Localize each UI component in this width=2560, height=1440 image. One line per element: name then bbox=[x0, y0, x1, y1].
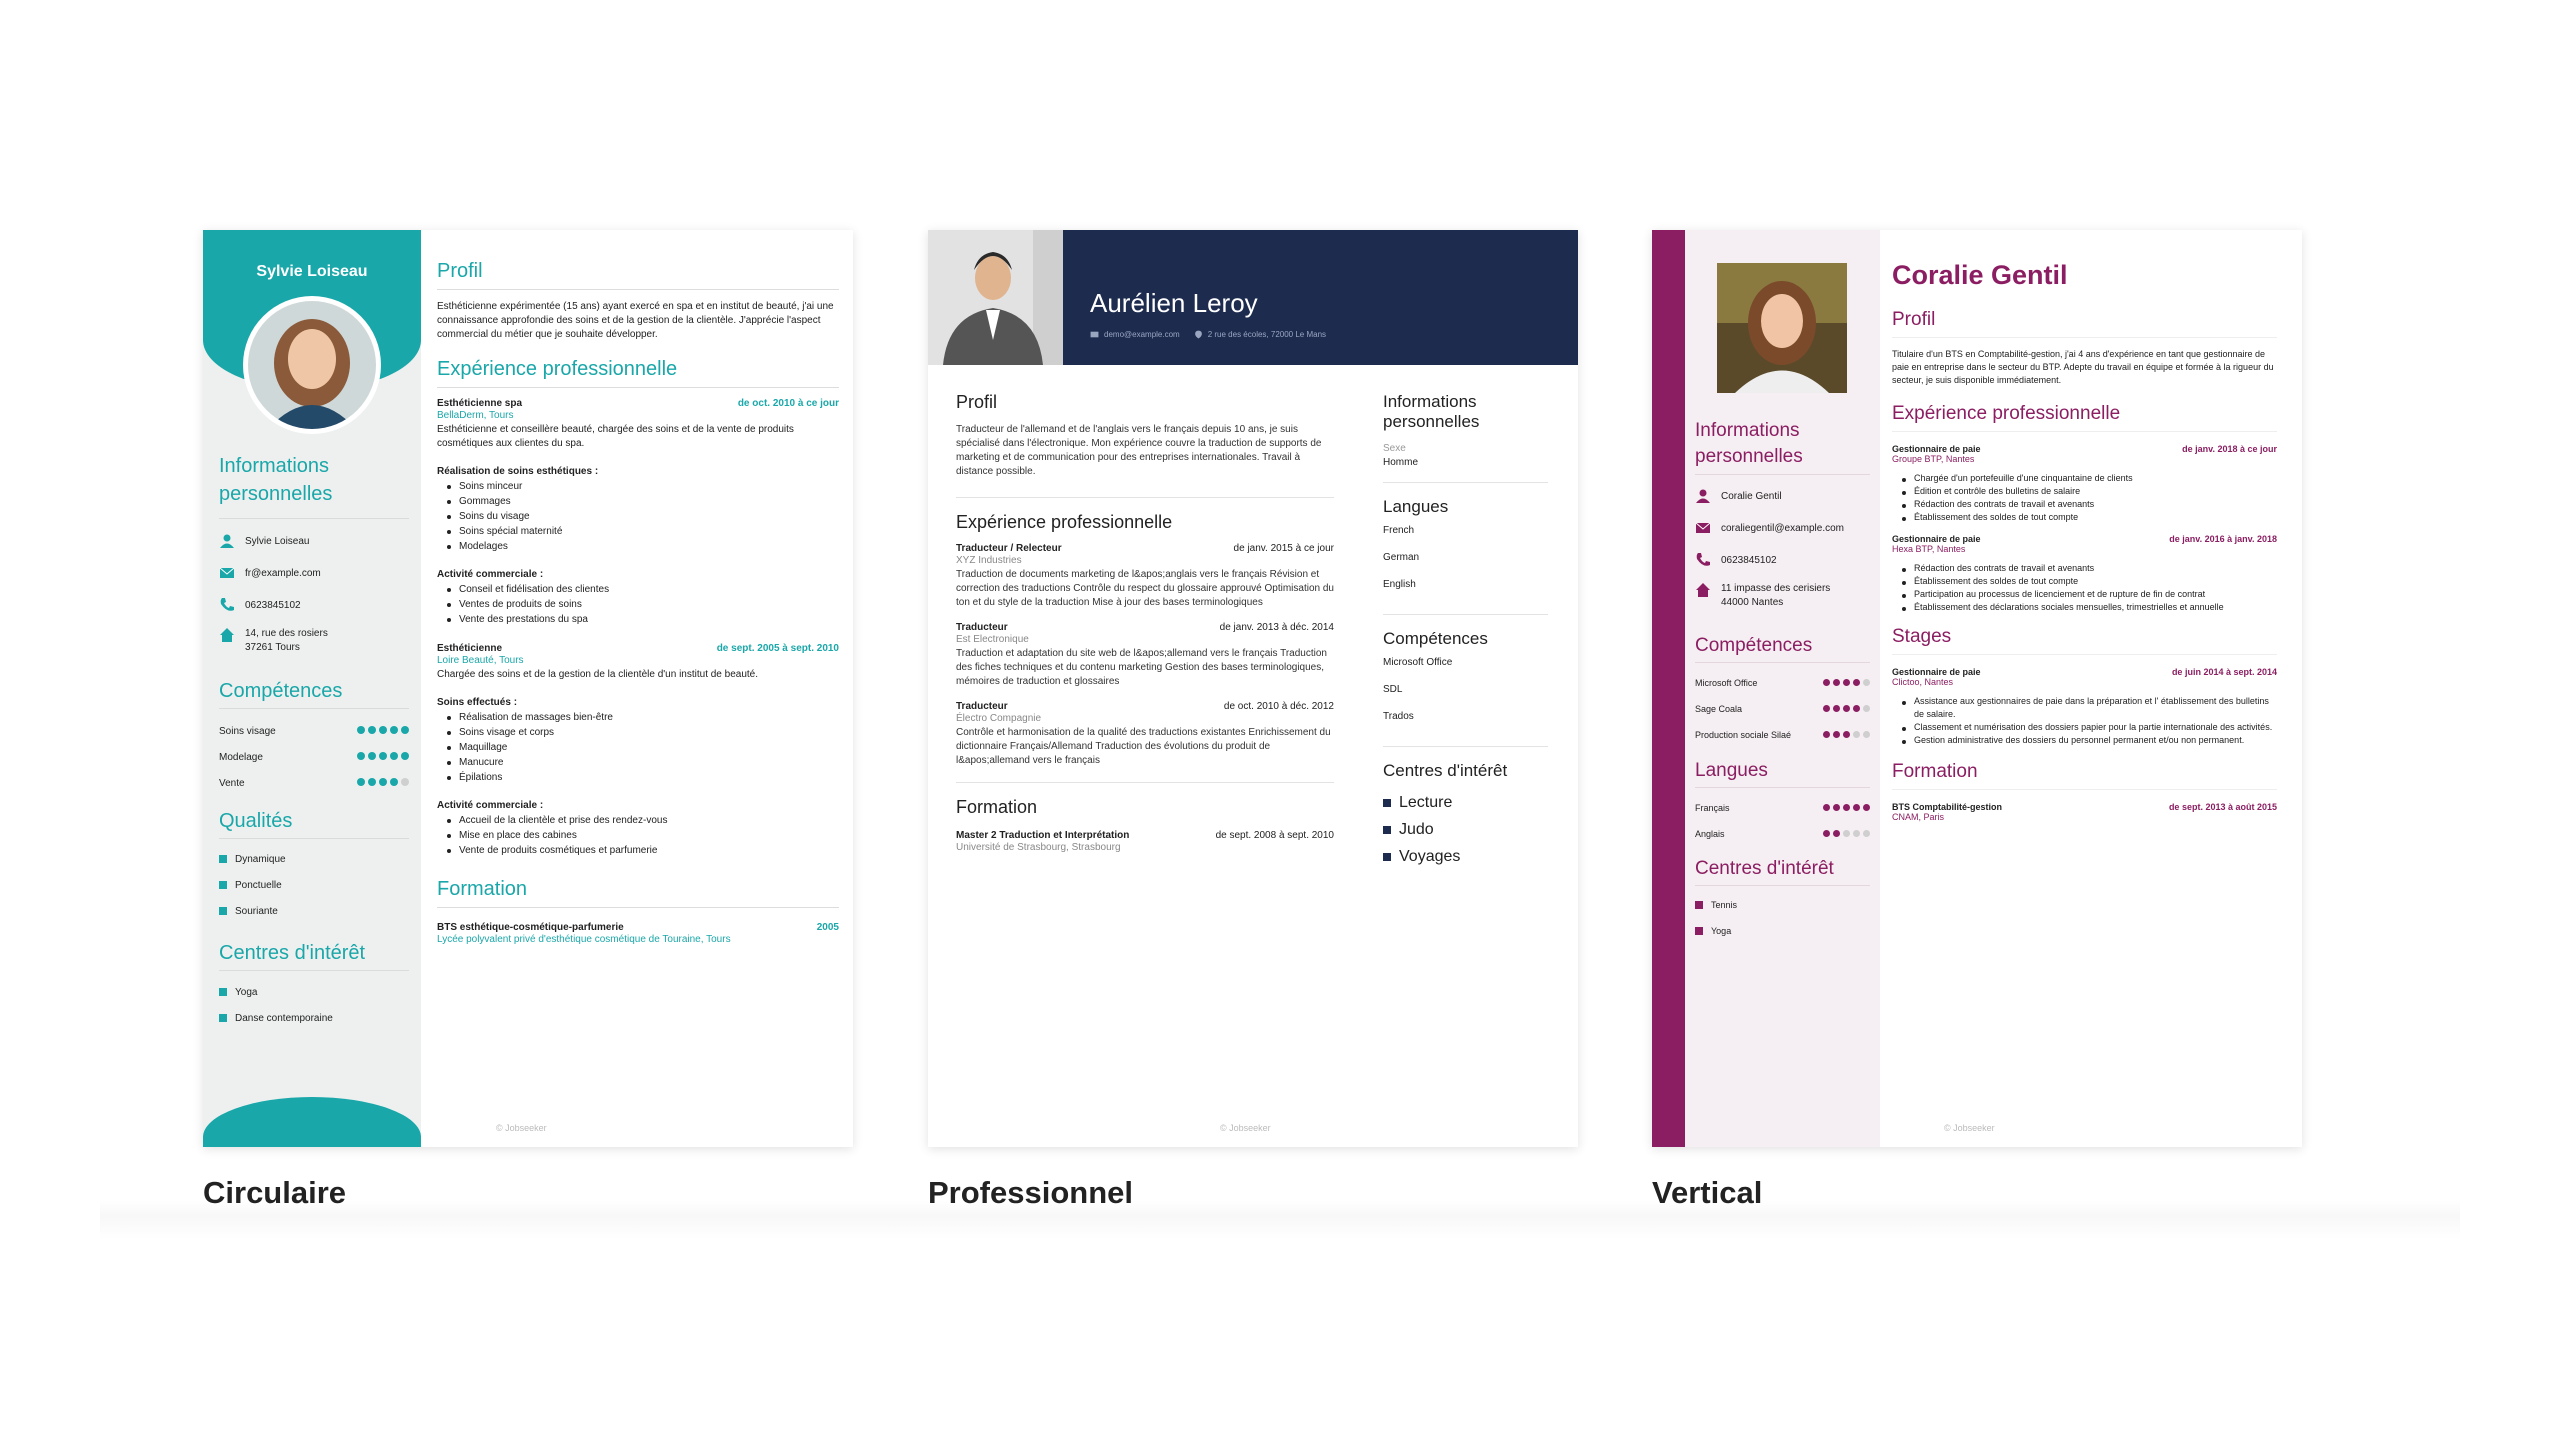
skill-level-dot bbox=[1823, 804, 1830, 811]
job-bullets bbox=[437, 813, 839, 858]
skill-level-dot bbox=[379, 752, 387, 760]
skill-level-dot bbox=[1853, 731, 1860, 738]
list-item: French bbox=[1383, 525, 1415, 536]
list-item bbox=[1383, 789, 1548, 816]
skill-level-dot bbox=[1853, 830, 1860, 837]
job-date: de oct. 2010 à déc. 2012 bbox=[1223, 701, 1334, 712]
header-contacts bbox=[1090, 330, 1326, 339]
job-bullets bbox=[1892, 695, 2277, 747]
square-bullet-icon bbox=[1695, 901, 1703, 909]
experience-heading: Expérience professionnelle bbox=[437, 358, 678, 380]
divider bbox=[437, 907, 839, 908]
list-item bbox=[219, 979, 333, 1005]
bullet-item: Vente des prestations du spa bbox=[437, 612, 839, 627]
skill-level bbox=[354, 726, 409, 737]
divider bbox=[1695, 662, 1870, 663]
personal-info-heading: Informations personnelles bbox=[1383, 392, 1480, 431]
skill-row bbox=[219, 770, 409, 796]
skill-level-dot bbox=[368, 778, 376, 786]
skill-level bbox=[1820, 704, 1870, 714]
skill-level-dot bbox=[1863, 705, 1870, 712]
skills-list bbox=[219, 718, 409, 796]
contact-name-text: Coralie Gentil bbox=[1721, 490, 1782, 502]
divider bbox=[1695, 787, 1870, 788]
divider bbox=[956, 497, 1334, 498]
job-desc: Traduction et adaptation du site web de l&apos;allemand vers le français Traduction des fiches techniques et du contenu marketing Gestion des bases terminologiques, mémoires de traduction et glossaires bbox=[956, 648, 1327, 687]
skill-level-dot bbox=[379, 726, 387, 734]
interests-heading: Centres d'intérêt bbox=[1383, 761, 1508, 780]
interests-list bbox=[1383, 789, 1548, 870]
skill-level-dot bbox=[1823, 830, 1830, 837]
bullet-item: Gestion administrative des dossiers du personnel permanent et/ou non permanent. bbox=[1892, 734, 2277, 747]
job-bullets bbox=[437, 710, 839, 785]
skill-level bbox=[354, 752, 409, 763]
profile-heading: Profil bbox=[956, 392, 998, 412]
job-date: de juin 2014 à sept. 2014 bbox=[2171, 667, 2277, 677]
square-bullet-icon bbox=[1695, 927, 1703, 935]
skill-level-dot bbox=[1833, 731, 1840, 738]
bullet-item: Soins visage et corps bbox=[437, 725, 839, 740]
internship-item bbox=[1892, 667, 2277, 747]
bullet-item: Accueil de la clientèle et prise des rendez-vous bbox=[437, 813, 839, 828]
bullet-item: Participation au processus de licenciement et de rupture de fin de contrat bbox=[1892, 588, 2277, 601]
job-bullets bbox=[1892, 562, 2277, 614]
square-bullet-icon bbox=[219, 855, 227, 863]
user-icon bbox=[1695, 488, 1711, 504]
education-heading: Formation bbox=[1892, 761, 1978, 782]
skill-level-dot bbox=[401, 778, 409, 786]
skill-name: Vente bbox=[219, 777, 245, 789]
bullet-item: Rédaction des contrats de travail et avenants bbox=[1892, 498, 2277, 511]
skill-level-dot bbox=[1853, 804, 1860, 811]
edu-title: BTS esthétique-cosmétique-parfumerie bbox=[437, 922, 624, 933]
job-org: Hexa BTP, Nantes bbox=[1892, 544, 1966, 554]
divider bbox=[1892, 789, 2277, 790]
template-caption[interactable]: Professionnel bbox=[928, 1175, 1133, 1210]
list-item: English bbox=[1383, 579, 1416, 590]
watermark: © Jobseeker bbox=[1944, 1123, 1995, 1133]
job-date: de janv. 2013 à déc. 2014 bbox=[1219, 622, 1334, 633]
sex-value: Homme bbox=[1383, 457, 1419, 468]
job-bullets bbox=[437, 479, 839, 554]
list-item bbox=[219, 1005, 333, 1031]
skill-row bbox=[1695, 722, 1870, 748]
experience-item bbox=[1892, 534, 2277, 614]
main-column bbox=[956, 392, 1334, 855]
interests-heading: Centres d'intérêt bbox=[1695, 858, 1834, 879]
profile-text: Titulaire d'un BTS en Comptabilité-gestion, j'ai 4 ans d'expérience en tant que gestionnaire de paie en entreprise dans le secteur du BTP. Adepte du travail en équipe et formée à la rigueur du secteur, je suis disponible immédiatement. bbox=[1892, 349, 2274, 385]
skill-level-dot bbox=[390, 778, 398, 786]
skill-level-dot bbox=[1833, 804, 1840, 811]
divider bbox=[437, 289, 839, 290]
skill-level-dot bbox=[357, 778, 365, 786]
job-org: BellaDerm, Tours bbox=[437, 410, 514, 421]
skills-heading: Compétences bbox=[1695, 635, 1813, 656]
job-title: Traducteur bbox=[956, 622, 1008, 633]
list-item-label: Souriante bbox=[235, 905, 278, 917]
template-card-circulaire[interactable] bbox=[203, 230, 853, 1147]
list-item-label: Yoga bbox=[1711, 926, 1732, 936]
skill-name: Français bbox=[1695, 803, 1730, 813]
skill-level-dot bbox=[1843, 679, 1850, 686]
job-group-title: Soins effectués : bbox=[437, 697, 518, 708]
divider bbox=[219, 518, 409, 519]
contact-address bbox=[1695, 576, 1875, 616]
profile-heading: Profil bbox=[1892, 309, 1936, 330]
qualities-heading: Qualités bbox=[219, 810, 293, 832]
job-desc: Contrôle et harmonisation de la qualité des traductions existantes Enrichissement du dictionnaire Français/Allemand Traduction des évolutions du produit de l&apos;allemand vers le français bbox=[956, 727, 1331, 766]
template-caption[interactable]: Vertical bbox=[1652, 1175, 1763, 1210]
qualities-list bbox=[219, 846, 286, 924]
square-bullet-icon bbox=[1383, 826, 1391, 834]
list-item-label: Tennis bbox=[1711, 900, 1738, 910]
header-address: 2 rue des écoles, 72000 Le Mans bbox=[1207, 330, 1327, 339]
bullet-item: Soins du visage bbox=[437, 509, 839, 524]
job-desc: Esthéticienne et conseillère beauté, chargée des soins et de la vente de produits cosmétiques aux clientes du spa. bbox=[437, 424, 794, 449]
job-date: de janv. 2016 à janv. 2018 bbox=[2169, 534, 2277, 544]
job-desc: Chargée des soins et de la gestion de la clientèle d'un institut de beauté. bbox=[437, 669, 759, 680]
bullet-item: Modelages bbox=[437, 539, 839, 554]
skills-list bbox=[1383, 657, 1548, 738]
contact-list bbox=[1695, 480, 1875, 616]
divider bbox=[437, 387, 839, 388]
edu-org: CNAM, Paris bbox=[1892, 812, 1945, 822]
skill-level-dot bbox=[1823, 679, 1830, 686]
profile-text: Traducteur de l'allemand et de l'anglais vers le français depuis 10 ans, je suis spécialisé dans l'électronique. Mon expérience couvre la traduction de supports de marketing et de communication pour des entreprises internationales. Travail à distance possible. bbox=[956, 424, 1322, 477]
job-org: Électro Compagnie bbox=[956, 713, 1042, 724]
skill-level-dot bbox=[368, 752, 376, 760]
list-item bbox=[1383, 816, 1548, 843]
mail-icon bbox=[1090, 330, 1099, 339]
divider bbox=[956, 782, 1334, 783]
skill-level-dot bbox=[368, 726, 376, 734]
square-bullet-icon bbox=[219, 1014, 227, 1022]
home-icon bbox=[1695, 582, 1711, 598]
square-bullet-icon bbox=[219, 907, 227, 915]
skill-name: Modelage bbox=[219, 751, 263, 763]
square-bullet-icon bbox=[219, 881, 227, 889]
interests-list bbox=[1695, 892, 1737, 944]
photo bbox=[928, 230, 1063, 365]
job-desc: Traduction de documents marketing de l&apos;anglais vers le français Révision et correction des traductions Contrôle du respect du glossaire approuvé Optimisation du ton et du style de la traduction Mise à jour des bases terminologiques bbox=[956, 569, 1334, 608]
interests-heading: Centres d'intérêt bbox=[219, 942, 366, 964]
contact-name bbox=[1695, 480, 1875, 512]
job-title: Esthéticienne spa bbox=[437, 398, 523, 409]
skill-level bbox=[1820, 803, 1870, 813]
phone-icon bbox=[219, 597, 235, 613]
skill-row bbox=[1695, 670, 1870, 696]
skill-row bbox=[219, 718, 409, 744]
list-item bbox=[219, 898, 286, 924]
skill-level-dot bbox=[1843, 731, 1850, 738]
skill-level-dot bbox=[1863, 804, 1870, 811]
list-item bbox=[1383, 843, 1548, 870]
bullet-item: Soins minceur bbox=[437, 479, 839, 494]
skill-name: Soins visage bbox=[219, 725, 276, 737]
skill-level-dot bbox=[390, 726, 398, 734]
bullet-item: Ventes de produits de soins bbox=[437, 597, 839, 612]
job-bullets bbox=[1892, 472, 2277, 524]
list-item: Microsoft Office bbox=[1383, 657, 1453, 668]
photo bbox=[1717, 263, 1847, 393]
list-item-label: Lecture bbox=[1399, 793, 1453, 811]
job-group-title: Activité commerciale : bbox=[437, 800, 544, 811]
contact-name bbox=[219, 525, 414, 557]
contact-address-line2: 37261 Tours bbox=[245, 642, 300, 653]
experience-list bbox=[1892, 444, 2277, 614]
edu-title: BTS Comptabilité-gestion bbox=[1892, 802, 2002, 812]
divider bbox=[1383, 746, 1548, 747]
user-icon bbox=[219, 533, 235, 549]
list-item-label: Yoga bbox=[235, 986, 258, 998]
bullet-item: Vente de produits cosmétiques et parfumerie bbox=[437, 843, 839, 858]
experience-item bbox=[437, 398, 839, 627]
contact-phone bbox=[1695, 544, 1875, 576]
skill-level bbox=[1820, 730, 1870, 740]
contact-address-line1: 14, rue des rosiers bbox=[245, 628, 328, 639]
list-item bbox=[219, 872, 286, 898]
job-org: Clictoo, Nantes bbox=[1892, 677, 1954, 687]
header-email: demo@example.com bbox=[1104, 330, 1180, 339]
contact-name-text: Sylvie Loiseau bbox=[245, 535, 310, 547]
skill-level-dot bbox=[357, 752, 365, 760]
square-bullet-icon bbox=[219, 988, 227, 996]
bullet-item: Manucure bbox=[437, 755, 839, 770]
header-band bbox=[1063, 230, 1578, 365]
languages-heading: Langues bbox=[1695, 760, 1768, 781]
job-date: de janv. 2018 à ce jour bbox=[2182, 444, 2277, 454]
side-column bbox=[1383, 392, 1548, 870]
skill-level-dot bbox=[1853, 705, 1860, 712]
experience-heading: Expérience professionnelle bbox=[1892, 403, 2121, 424]
job-title: Traducteur / Relecteur bbox=[956, 543, 1062, 554]
avatar bbox=[243, 296, 381, 434]
square-bullet-icon bbox=[1383, 853, 1391, 861]
list-item bbox=[1695, 918, 1737, 944]
skill-name: Production sociale Silaé bbox=[1695, 730, 1792, 740]
experience-heading: Expérience professionnelle bbox=[956, 512, 1173, 532]
contact-email bbox=[1695, 512, 1875, 544]
skill-level bbox=[1820, 678, 1870, 688]
skill-level-dot bbox=[1833, 705, 1840, 712]
bullet-item: Soins spécial maternité bbox=[437, 524, 839, 539]
personal-info-heading: Informations personnelles bbox=[1695, 420, 1803, 467]
divider bbox=[1383, 482, 1548, 483]
skill-row bbox=[219, 744, 409, 770]
accent-bar bbox=[1652, 230, 1685, 1147]
divider bbox=[1695, 885, 1870, 886]
template-card-professionnel[interactable] bbox=[928, 230, 1578, 1147]
list-item: German bbox=[1383, 552, 1420, 563]
skill-level bbox=[1820, 829, 1870, 839]
experience-item bbox=[956, 701, 1334, 768]
list-item-label: Ponctuelle bbox=[235, 879, 282, 891]
square-bullet-icon bbox=[1383, 799, 1391, 807]
job-date: de sept. 2005 à sept. 2010 bbox=[716, 643, 839, 654]
list-item: Trados bbox=[1383, 711, 1414, 722]
skill-level-dot bbox=[1863, 731, 1870, 738]
skill-name: Anglais bbox=[1695, 829, 1725, 839]
job-bullets bbox=[437, 582, 839, 627]
edu-org: Université de Strasbourg, Strasbourg bbox=[956, 842, 1121, 853]
skill-name: Sage Coala bbox=[1695, 704, 1743, 714]
bullet-item: Établissement des déclarations sociales mensuelles, trimestrielles et annuelle bbox=[1892, 601, 2277, 614]
divider bbox=[1383, 614, 1548, 615]
bullet-item: Établissement des soldes de tout compte bbox=[1892, 575, 2277, 588]
experience-item bbox=[956, 622, 1334, 689]
main-column bbox=[437, 260, 839, 947]
mail-icon bbox=[1695, 520, 1711, 536]
education-heading: Formation bbox=[437, 878, 528, 900]
personal-info-heading: Informations personnelles bbox=[219, 455, 333, 505]
contact-phone-text: 0623845102 bbox=[245, 599, 301, 611]
job-date: de janv. 2015 à ce jour bbox=[1233, 543, 1334, 554]
bullet-item: Gommages bbox=[437, 494, 839, 509]
mail-icon bbox=[219, 565, 235, 581]
job-group-title: Réalisation de soins esthétiques : bbox=[437, 466, 599, 477]
list-item-label: Danse contemporaine bbox=[235, 1012, 333, 1024]
languages-list bbox=[1695, 795, 1870, 847]
contact-list bbox=[219, 525, 414, 661]
edu-org: Lycée polyvalent privé d'esthétique cosmétique de Touraine, Tours bbox=[437, 934, 731, 945]
skill-level-dot bbox=[1823, 731, 1830, 738]
edu-date: de sept. 2008 à sept. 2010 bbox=[1215, 830, 1334, 841]
experience-item bbox=[956, 543, 1334, 610]
bullet-item: Édition et contrôle des bulletins de salaire bbox=[1892, 485, 2277, 498]
education-heading: Formation bbox=[956, 797, 1038, 817]
edu-date: 2005 bbox=[816, 922, 839, 933]
candidate-name: Sylvie Loiseau bbox=[256, 263, 368, 280]
contact-email-text: coraliegentil@example.com bbox=[1721, 522, 1844, 534]
skill-level-dot bbox=[357, 726, 365, 734]
location-pin-icon bbox=[1194, 330, 1203, 339]
job-org: Est Electronique bbox=[956, 634, 1029, 645]
skills-list bbox=[1695, 670, 1870, 748]
job-org: Loire Beauté, Tours bbox=[437, 655, 524, 666]
divider bbox=[219, 708, 409, 709]
skill-level-dot bbox=[1853, 679, 1860, 686]
candidate-name: Aurélien Leroy bbox=[1090, 288, 1258, 318]
divider bbox=[1695, 474, 1870, 475]
contact-phone-text: 0623845102 bbox=[1721, 554, 1777, 566]
bullet-item: Conseil et fidélisation des clientes bbox=[437, 582, 839, 597]
experience-item bbox=[437, 643, 839, 858]
job-title: Traducteur bbox=[956, 701, 1008, 712]
skill-row bbox=[1695, 821, 1870, 847]
skills-heading: Compétences bbox=[219, 680, 343, 702]
list-item-label: Dynamique bbox=[235, 853, 286, 865]
edu-title: Master 2 Traduction et Interprétation bbox=[956, 830, 1130, 841]
contact-address bbox=[219, 621, 414, 661]
bullet-item: Mise en place des cabines bbox=[437, 828, 839, 843]
job-title: Esthéticienne bbox=[437, 643, 503, 654]
sex-label: Sexe bbox=[1383, 443, 1406, 454]
divider bbox=[1892, 337, 2277, 338]
bullet-item: Épilations bbox=[437, 770, 839, 785]
job-org: Groupe BTP, Nantes bbox=[1892, 454, 1975, 464]
job-date: de oct. 2010 à ce jour bbox=[737, 398, 839, 409]
divider bbox=[1892, 431, 2277, 432]
skill-level-dot bbox=[1843, 804, 1850, 811]
skill-level-dot bbox=[379, 778, 387, 786]
job-title: Gestionnaire de paie bbox=[1892, 667, 1981, 677]
template-caption[interactable]: Circulaire bbox=[203, 1175, 347, 1210]
edu-date: de sept. 2013 à août 2015 bbox=[2168, 802, 2277, 812]
divider bbox=[1892, 654, 2277, 655]
floor-shadow bbox=[100, 1200, 2460, 1240]
languages-list bbox=[1383, 525, 1548, 606]
skill-row bbox=[1695, 696, 1870, 722]
watermark: © Jobseeker bbox=[1220, 1123, 1271, 1133]
bullet-item: Réalisation de massages bien-être bbox=[437, 710, 839, 725]
contact-address-line2: 44000 Nantes bbox=[1721, 597, 1784, 608]
contact-phone bbox=[219, 589, 414, 621]
job-org: XYZ Industries bbox=[956, 555, 1022, 566]
phone-icon bbox=[1695, 552, 1711, 568]
skill-level-dot bbox=[390, 752, 398, 760]
skill-level-dot bbox=[1833, 830, 1840, 837]
home-icon bbox=[219, 627, 235, 643]
bullet-item: Rédaction des contrats de travail et avenants bbox=[1892, 562, 2277, 575]
bullet-item: Assistance aux gestionnaires de paie dans la préparation et l' établissement des bulletins de salaire. bbox=[1892, 695, 2277, 721]
main-column bbox=[1892, 260, 2277, 822]
candidate-name: Coralie Gentil bbox=[1892, 260, 2068, 290]
interests-list bbox=[219, 979, 333, 1031]
skill-level-dot bbox=[1843, 705, 1850, 712]
languages-heading: Langues bbox=[1383, 497, 1449, 516]
divider bbox=[219, 838, 409, 839]
skill-level-dot bbox=[1843, 830, 1850, 837]
skill-level-dot bbox=[401, 752, 409, 760]
skill-level-dot bbox=[1863, 679, 1870, 686]
job-group-title: Activité commerciale : bbox=[437, 569, 544, 580]
bullet-item: Maquillage bbox=[437, 740, 839, 755]
bullet-item: Chargée d'un portefeuille d'une cinquantaine de clients bbox=[1892, 472, 2277, 485]
list-item-label: Voyages bbox=[1399, 847, 1461, 865]
skill-level-dot bbox=[1823, 705, 1830, 712]
skill-level-dot bbox=[401, 726, 409, 734]
skill-level-dot bbox=[1833, 679, 1840, 686]
divider bbox=[219, 970, 409, 971]
experience-list bbox=[956, 543, 1334, 768]
bullet-item: Classement et numérisation des dossiers papier pour la partie internationale des activités. bbox=[1892, 721, 2277, 734]
skill-level bbox=[354, 778, 409, 789]
profile-text: Esthéticienne expérimentée (15 ans) ayant exercé en spa et en institut de beauté, j'ai une connaissance approfondie des soins et de la gestion de la clientèle. J'apprécie l'aspect commercial du métier que je souhaite développer. bbox=[437, 301, 834, 340]
skills-heading: Compétences bbox=[1383, 629, 1488, 648]
skill-row bbox=[1695, 795, 1870, 821]
template-card-vertical[interactable] bbox=[1652, 230, 2302, 1147]
list-item: SDL bbox=[1383, 684, 1403, 695]
contact-email bbox=[219, 557, 414, 589]
contact-email-text: fr@example.com bbox=[245, 567, 321, 579]
experience-item bbox=[1892, 444, 2277, 524]
internships-heading: Stages bbox=[1892, 626, 1952, 647]
list-item-label: Judo bbox=[1399, 820, 1434, 838]
profile-heading: Profil bbox=[437, 260, 483, 282]
skill-level-dot bbox=[1863, 830, 1870, 837]
job-title: Gestionnaire de paie bbox=[1892, 534, 1981, 544]
watermark: © Jobseeker bbox=[496, 1123, 547, 1133]
bullet-item: Établissement des soldes de tout compte bbox=[1892, 511, 2277, 524]
contact-address-line1: 11 impasse des cerisiers bbox=[1721, 583, 1831, 594]
job-title: Gestionnaire de paie bbox=[1892, 444, 1981, 454]
list-item bbox=[219, 846, 286, 872]
skill-name: Microsoft Office bbox=[1695, 678, 1758, 688]
list-item bbox=[1695, 892, 1737, 918]
